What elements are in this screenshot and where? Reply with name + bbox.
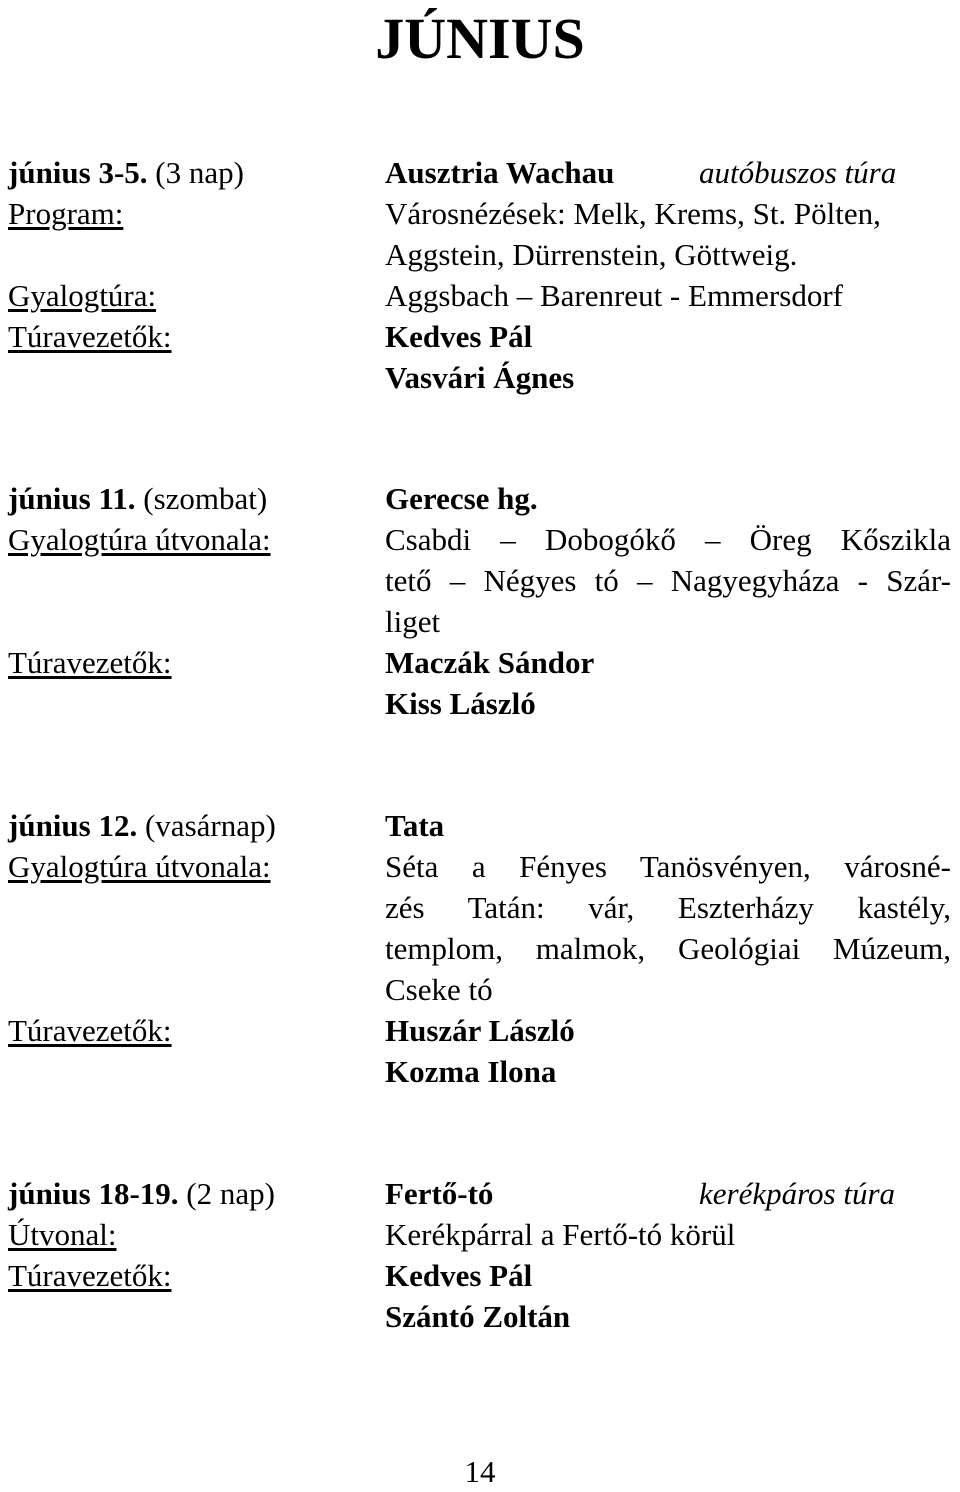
leaders-label: Túravezetők: bbox=[8, 1013, 172, 1048]
event-duration: (2 nap) bbox=[186, 1176, 275, 1211]
leaders-label: Túravezetők: bbox=[8, 1258, 172, 1293]
leader-name: Maczák Sándor bbox=[385, 645, 595, 680]
event-date-line bbox=[8, 805, 276, 846]
event-tour-type: kerékpáros túra bbox=[699, 1176, 896, 1211]
route-label: Gyalogtúra útvonala: bbox=[8, 522, 271, 557]
route-label: Gyalogtúra útvonala: bbox=[8, 849, 271, 884]
event-date-line bbox=[8, 478, 267, 519]
leaders-label: Túravezetők: bbox=[8, 645, 172, 680]
event-tata bbox=[0, 805, 960, 1092]
route-line: templom, malmok, Geológiai Múzeum, bbox=[385, 931, 951, 966]
route-line: Séta a Fényes Tanösvényen, városné- bbox=[385, 849, 951, 884]
leader-name: Szántó Zoltán bbox=[385, 1299, 571, 1334]
route-line: Kerékpárral a Fertő-tó körül bbox=[385, 1217, 736, 1252]
route-label: Útvonal: bbox=[8, 1217, 117, 1252]
leaders-label: Túravezetők: bbox=[8, 319, 172, 354]
leader-name: Huszár László bbox=[385, 1013, 575, 1048]
event-destination: Gerecse hg. bbox=[385, 481, 538, 516]
route-line: Cseke tó bbox=[385, 972, 493, 1007]
event-destination: Tata bbox=[385, 808, 445, 843]
leader-name: Kozma Ilona bbox=[385, 1054, 557, 1089]
program-label: Program: bbox=[8, 196, 124, 231]
route-line: Csabdi – Dobogókő – Öreg Kőszikla bbox=[385, 522, 951, 557]
page-number: 14 bbox=[464, 1454, 496, 1489]
event-destination: Ausztria Wachau bbox=[385, 155, 615, 190]
event-duration: (szombat) bbox=[143, 481, 268, 516]
event-date: június 12. bbox=[8, 808, 138, 843]
hike-label: Gyalogtúra: bbox=[8, 278, 157, 313]
page-title: JÚNIUS bbox=[375, 6, 585, 71]
event-gerecse bbox=[0, 478, 960, 724]
program-line: Aggstein, Dürrenstein, Göttweig. bbox=[385, 237, 798, 272]
event-date-line bbox=[8, 1173, 275, 1214]
route-line: liget bbox=[385, 604, 441, 639]
event-duration: (vasárnap) bbox=[144, 808, 276, 843]
event-tour-type: autóbuszos túra bbox=[699, 155, 897, 190]
event-duration: (3 nap) bbox=[155, 155, 244, 190]
program-line: Városnézések: Melk, Krems, St. Pölten, bbox=[385, 196, 881, 231]
event-date: június 3-5. bbox=[8, 155, 148, 190]
event-date: június 11. bbox=[8, 481, 136, 516]
leader-name: Kedves Pál bbox=[385, 1258, 533, 1293]
leader-name: Vasvári Ágnes bbox=[385, 360, 575, 395]
event-destination: Fertő-tó bbox=[385, 1176, 494, 1211]
leader-name: Kedves Pál bbox=[385, 319, 533, 354]
leader-name: Kiss László bbox=[385, 686, 536, 721]
route-line: tető – Négyes tó – Nagyegyháza - Szár- bbox=[385, 563, 951, 598]
event-date: június 18-19. bbox=[8, 1176, 179, 1211]
route-line: zés Tatán: vár, Eszterházy kastély, bbox=[385, 890, 951, 925]
event-ferto bbox=[0, 1173, 960, 1337]
event-wachau bbox=[0, 152, 960, 398]
hike-route: Aggsbach – Barenreut - Emmersdorf bbox=[385, 278, 843, 313]
event-date-line bbox=[8, 152, 244, 193]
